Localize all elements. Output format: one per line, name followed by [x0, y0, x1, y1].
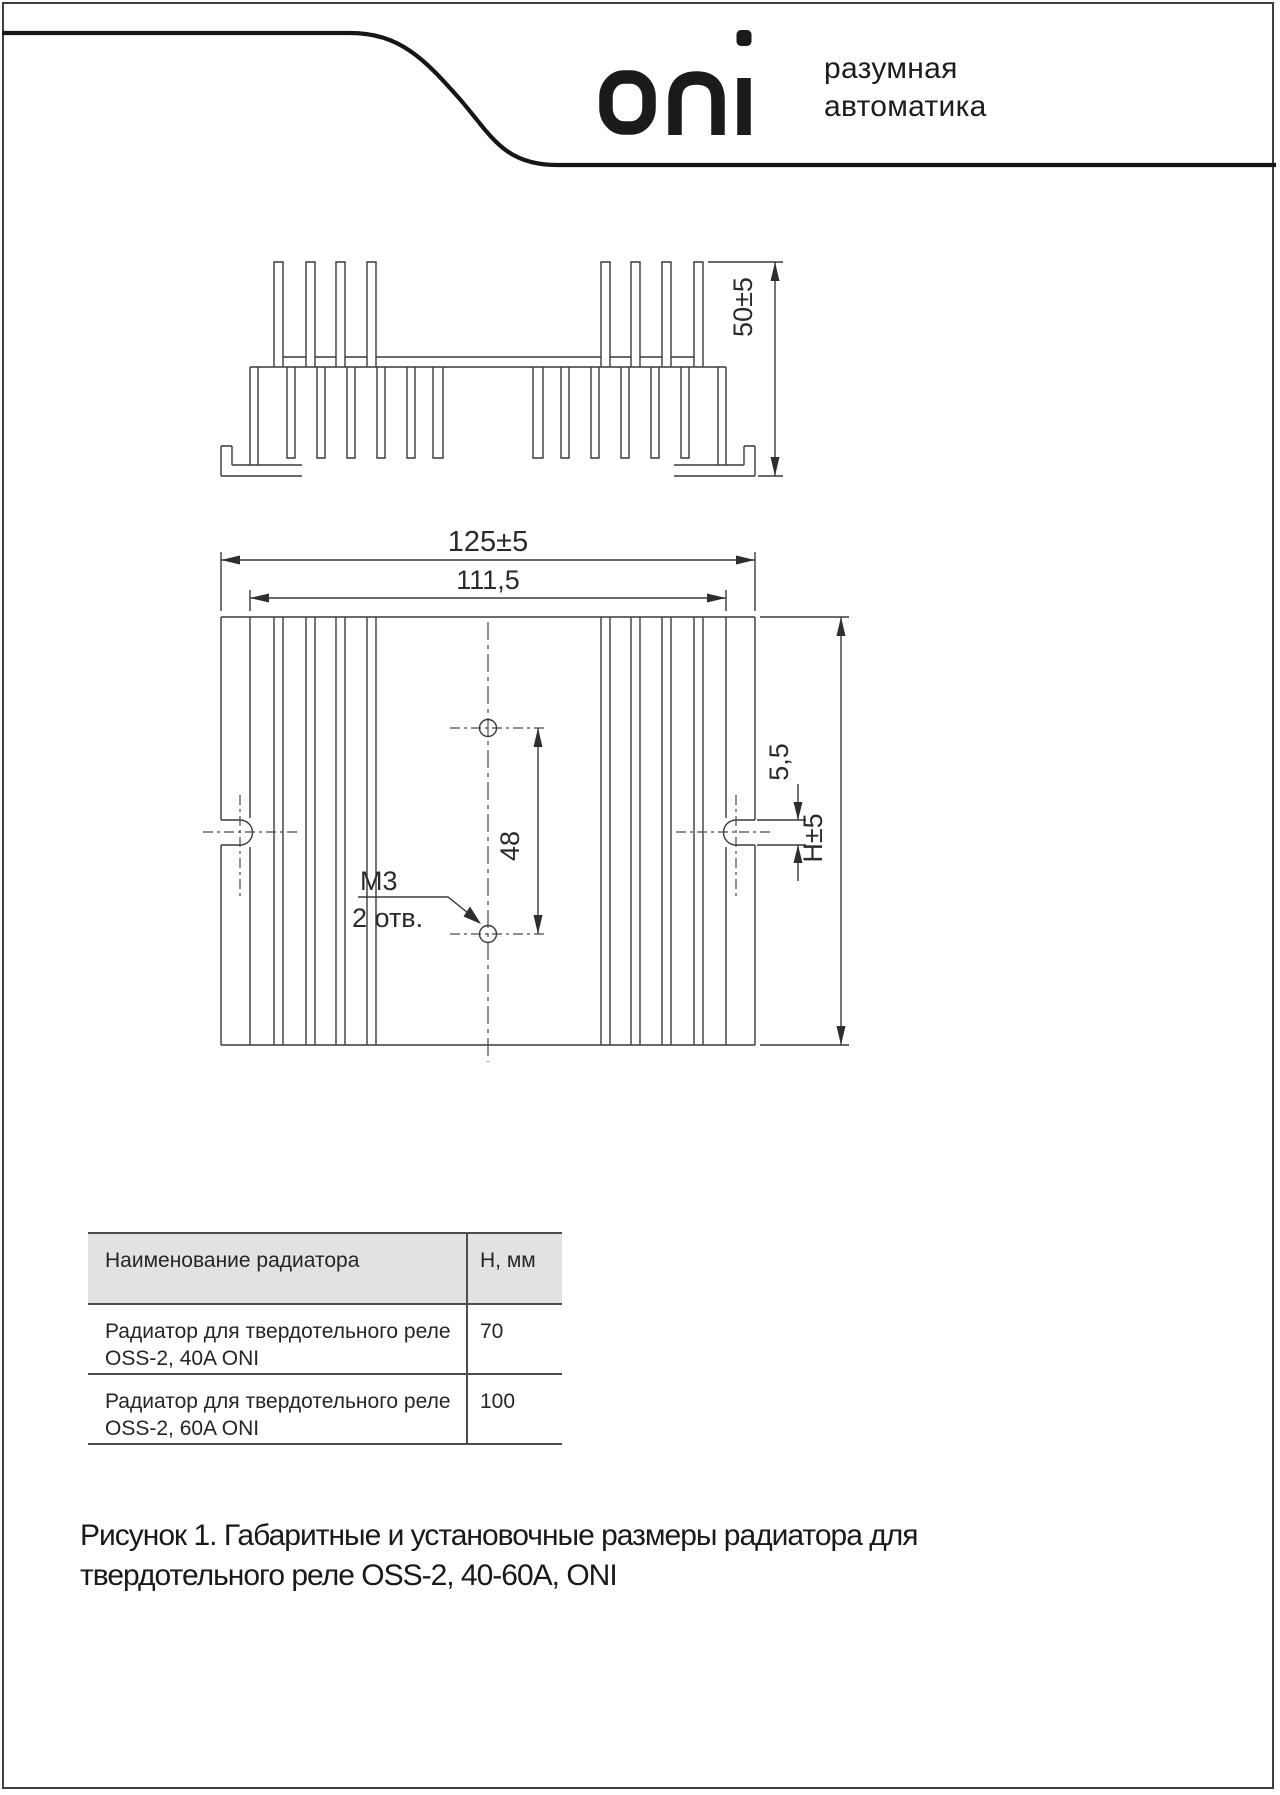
side-view-walls	[250, 367, 726, 465]
side-view-lower-fins	[287, 367, 689, 458]
column-header-name: Наименование радиатора	[88, 1234, 468, 1303]
cell-radiator-name	[88, 1375, 468, 1443]
table-row	[88, 1305, 562, 1375]
radiator-name-line-1: Радиатор для твердотельного реле	[105, 1320, 451, 1343]
logo-letter-i-dot	[737, 30, 752, 46]
logo-letter-n	[675, 78, 718, 135]
top-view-drawing	[203, 526, 849, 1062]
table-row	[88, 1375, 562, 1445]
tagline-line-1: разумная	[824, 52, 958, 85]
dim-label-overall-width-125: 125±5	[447, 526, 529, 558]
cell-height-value: 100	[480, 1390, 516, 1413]
cell-radiator-name	[88, 1305, 468, 1373]
brand-tagline	[824, 50, 987, 126]
side-view-upper-fins	[274, 262, 703, 367]
dim-label-slot-width-5-5: 5,5	[764, 743, 794, 781]
tagline-line-2: автоматика	[824, 90, 987, 123]
radiator-name-line-1: Радиатор для твердотельного реле	[105, 1390, 451, 1413]
spec-table	[88, 1232, 562, 1445]
radiator-name-line-2: OSS-2, 40A ONI	[105, 1347, 260, 1370]
oni-logo	[606, 30, 752, 135]
column-header-height: Н, мм	[480, 1249, 536, 1272]
header-swoosh-line	[2, 33, 1276, 165]
dim-label-height-50: 50±5	[728, 277, 758, 337]
m3-hole-callout	[352, 866, 481, 933]
logo-letter-o	[606, 77, 649, 128]
caption-line-1: Рисунок 1. Габаритные и установочные размеры радиатора для	[80, 1519, 918, 1552]
caption-line-2: твердотельного реле OSS-2, 40-60А, ONI	[80, 1559, 617, 1592]
figure-caption	[80, 1516, 980, 1596]
radiator-name-line-2: OSS-2, 60A ONI	[105, 1417, 260, 1440]
dim-label-inner-width-111-5: 111,5	[456, 565, 520, 595]
callout-arrowhead	[464, 907, 482, 925]
callout-label-holes: 2 отв.	[352, 903, 424, 933]
callout-label-m3: M3	[360, 866, 398, 896]
side-view-feet	[221, 446, 755, 476]
table-header-row	[88, 1234, 562, 1305]
cell-height-value: 70	[480, 1320, 504, 1343]
dim-label-height-h: H±5	[798, 813, 828, 863]
side-view-drawing	[221, 262, 783, 476]
dim-label-hole-spacing-48: 48	[495, 830, 525, 862]
